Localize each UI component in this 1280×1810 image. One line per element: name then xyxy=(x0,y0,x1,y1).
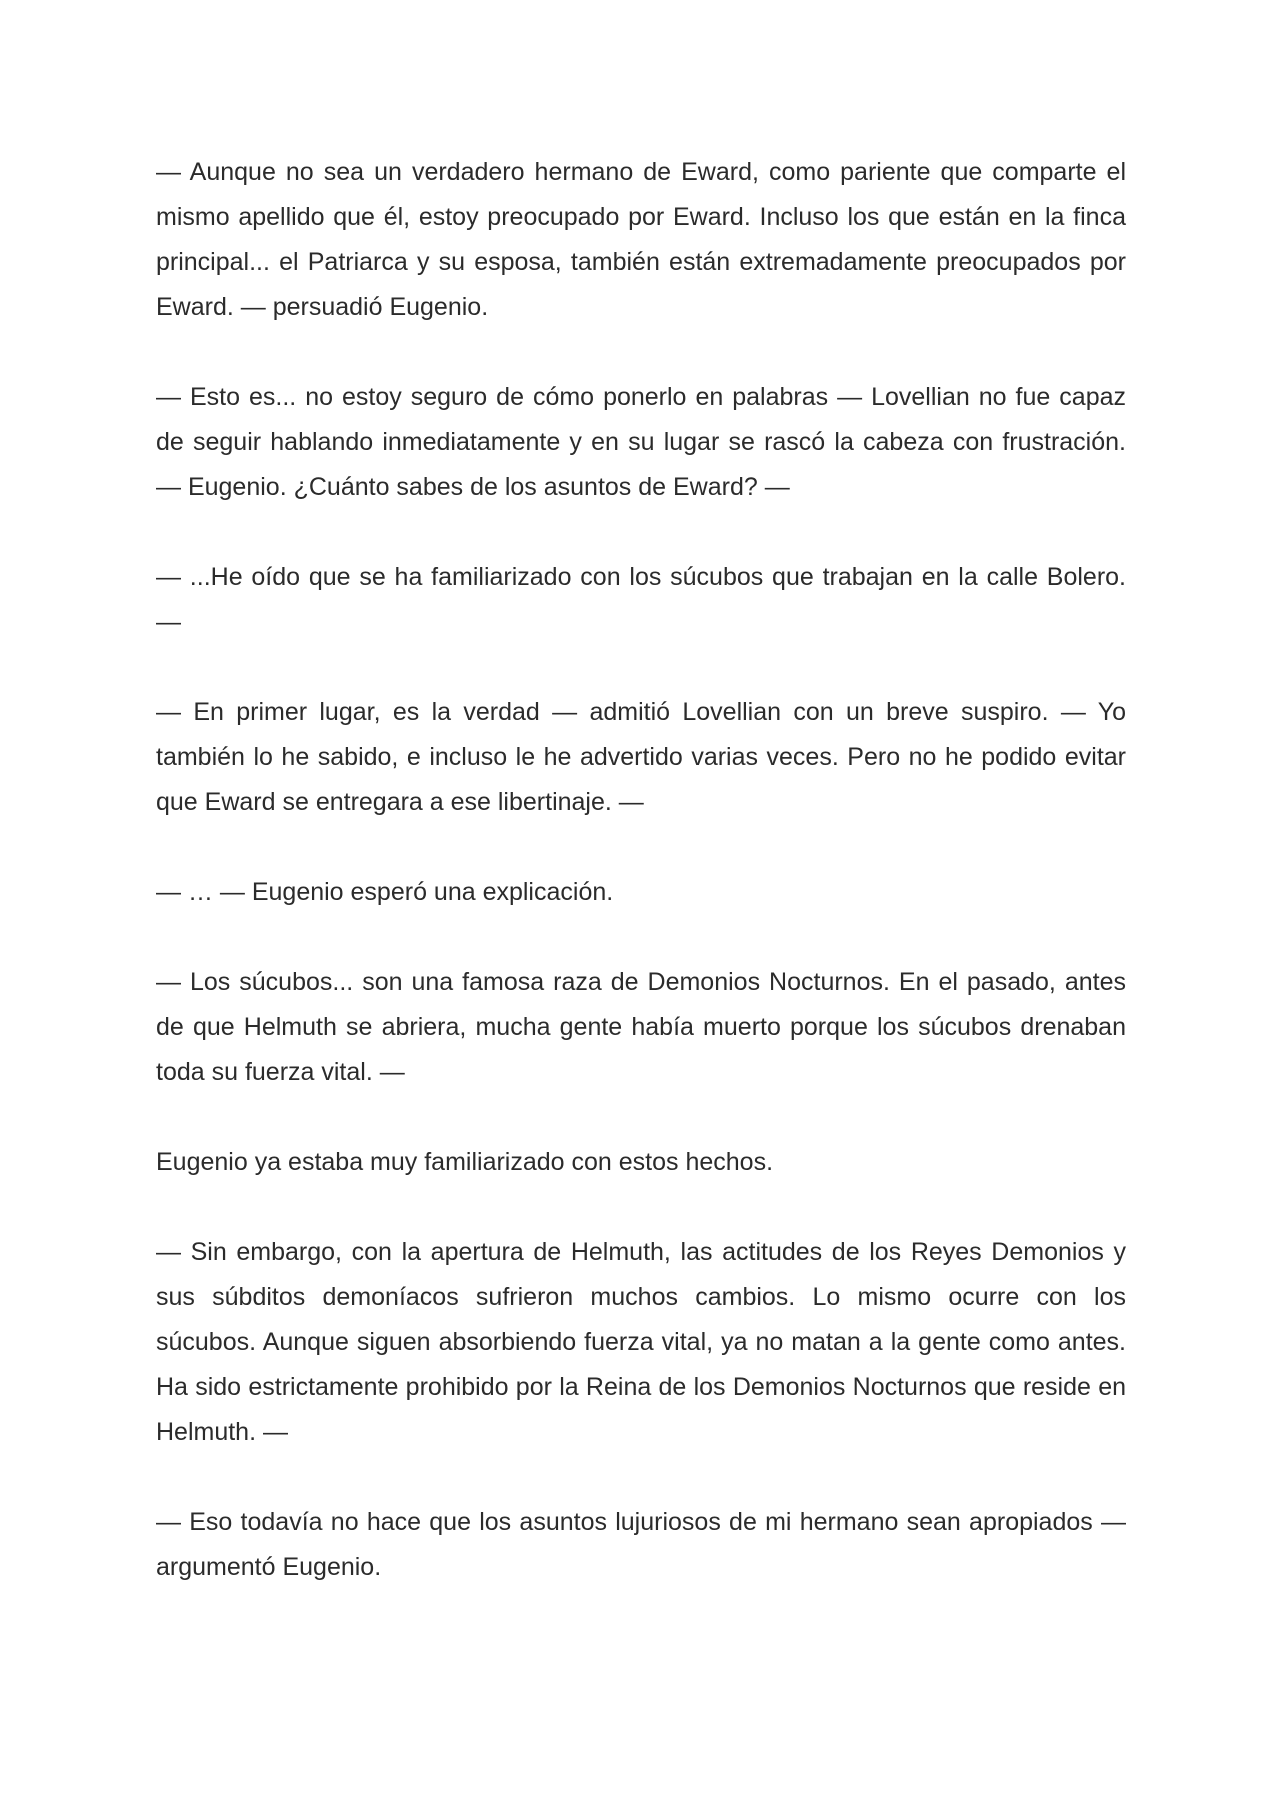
paragraph: — Los súcubos... son una famosa raza de Demonios Nocturnos. En el pasado, antes de que Helmuth se abriera, mucha gente había muerto porque los súcubos drenaban toda su fuerza vital. — xyxy=(156,968,1126,1086)
paragraph: — ...He oído que se ha familiarizado con los súcubos que trabajan en la calle Bolero. — xyxy=(156,563,1126,636)
paragraph: — … — Eugenio esperó una explicación. xyxy=(156,878,614,906)
paragraph: — Aunque no sea un verdadero hermano de Eward, como pariente que comparte el mismo apellido que él, estoy preocupado por Eward. Incluso los que están en la finca principal... el Patriarca y su esposa, también están extremadamente preocupados por Eward. — persuadió Eugenio. xyxy=(156,158,1126,321)
paragraph: — En primer lugar, es la verdad — admitió Lovellian con un breve suspiro. — Yo también lo he sabido, e incluso le he advertido varias veces. Pero no he podido evitar que Eward se entregara a ese libertinaje. — xyxy=(156,698,1126,816)
paragraph: — Esto es... no estoy seguro de cómo ponerlo en palabras — Lovellian no fue capaz de seguir hablando inmediatamente y en su lugar se rascó la cabeza con frustración. — Eugenio. ¿Cuánto sabes de los asuntos de Eward? — xyxy=(156,383,1126,501)
paragraph: — Eso todavía no hace que los asuntos lujuriosos de mi hermano sean apropiados — argumentó Eugenio. xyxy=(156,1508,1126,1581)
paragraph: Eugenio ya estaba muy familiarizado con estos hechos. xyxy=(156,1148,774,1176)
document-page xyxy=(156,150,1126,1635)
paragraph: — Sin embargo, con la apertura de Helmuth, las actitudes de los Reyes Demonios y sus súbditos demoníacos sufrieron muchos cambios. Lo mismo ocurre con los súcubos. Aunque siguen absorbiendo fuerza vital, ya no matan a la gente como antes. Ha sido estrictamente prohibido por la Reina de los Demonios Nocturnos que reside en Helmuth. — xyxy=(156,1238,1126,1446)
